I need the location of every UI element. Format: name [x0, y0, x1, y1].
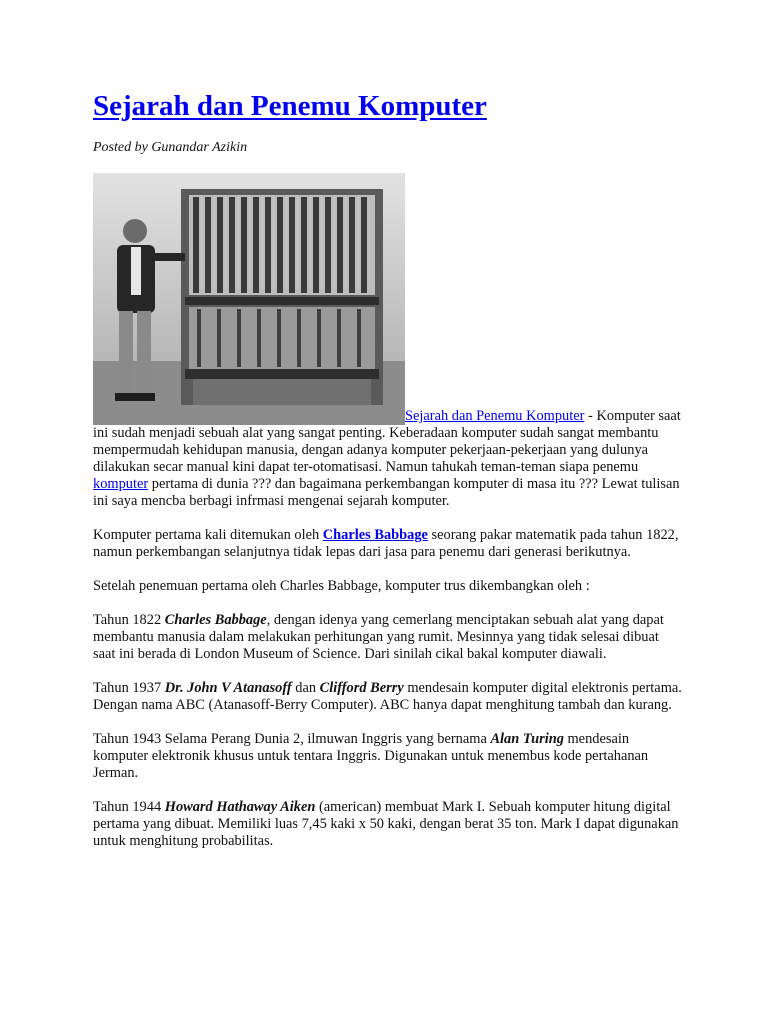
p5-pre: Tahun 1943 Selama Perang Dunia 2, ilmuwan Inggris yang bernama	[93, 731, 491, 747]
p4-post: mendesain komputer digital elektronis pertama. Dengan nama ABC (Atanasoff-Berry Computer). ABC hanya dapat menghitung tambah dan kurang.	[93, 680, 682, 713]
p6-post: (american) membuat Mark I. Sebuah komputer hitung digital pertama yang dibuat. Memiliki luas 7,45 kaki x 50 kaki, dengan berat 35 ton. Mark I dapat digunakan untuk menghitung probabilitas.	[93, 799, 679, 849]
p4-name-2: Clifford Berry	[319, 680, 404, 696]
paragraph-1943	[93, 731, 683, 782]
p3-name: Charles Babbage	[164, 612, 267, 628]
p3-post: , dengan idenya yang cemerlang menciptakan sebuah alat yang dapat membantu manusia dalam melakukan perhitungan yang rumit. Mesinnya yang tidak selesai dibuat saat ini berada di London Museum of Science. Dari sinilah cikal bakal komputer diawali.	[93, 612, 664, 662]
photo-illustration	[93, 173, 405, 425]
p4-pre: Tahun 1937	[93, 680, 165, 696]
charles-babbage-link[interactable]: Charles Babbage	[322, 527, 428, 543]
p1-text-1: Komputer pertama kali ditemukan oleh	[93, 527, 323, 543]
article-title-link[interactable]: Sejarah dan Penemu Komputer	[93, 90, 487, 122]
paragraph-1937	[93, 680, 683, 714]
paragraph-1822	[93, 612, 683, 663]
p3-pre: Tahun 1822	[93, 612, 165, 628]
byline: Posted by Gunandar Azikin	[93, 140, 248, 155]
p4-name-1: Dr. John V Atanasoff	[164, 680, 292, 696]
intro-text-1: Komputer saat ini sudah menjadi sebuah alat yang sangat penting. Keberadaan komputer sudah sangat membantu mempermudah kehidupan manusia, dengan adanya komputer pekerjaan-pekerjaan yang dulunya dilakukan secar manual kini dapat ter-otomatisasi. Namun tahukah teman-teman siapa penemu	[93, 408, 681, 475]
difference-engine-photo	[93, 173, 405, 425]
intro-paragraph	[93, 173, 683, 510]
p5-post: mendesain komputer elektronik khusus untuk tentara Inggris. Digunakan untuk menembus kode pertahanan Jerman.	[93, 731, 649, 781]
p5-name: Alan Turing	[490, 731, 564, 747]
article	[93, 88, 683, 867]
paragraph-developed-by: Setelah penemuan pertama oleh Charles Babbage, komputer trus dikembangkan oleh :	[93, 578, 590, 594]
intro-text-2: pertama di dunia ??? dan bagaimana perkembangan komputer di masa itu ??? Lewat tulisan ini saya mencba berbagi infrmasi mengenai sejarah komputer.	[93, 476, 680, 509]
intro-title-link[interactable]: Sejarah dan Penemu Komputer	[405, 408, 585, 424]
paragraph-1944	[93, 799, 683, 850]
p6-pre: Tahun 1944	[93, 799, 165, 815]
p6-name: Howard Hathaway Aiken	[164, 799, 316, 815]
komputer-link[interactable]: komputer	[93, 476, 149, 492]
paragraph-first-computer	[93, 527, 683, 561]
p1-text-2: seorang pakar matematik pada tahun 1822, namun perkembangan selanjutnya tidak lepas dari jasa para penemu dari generasi berikutnya.	[93, 527, 679, 560]
p4-mid: dan	[291, 680, 320, 696]
intro-dash: -	[584, 408, 597, 424]
